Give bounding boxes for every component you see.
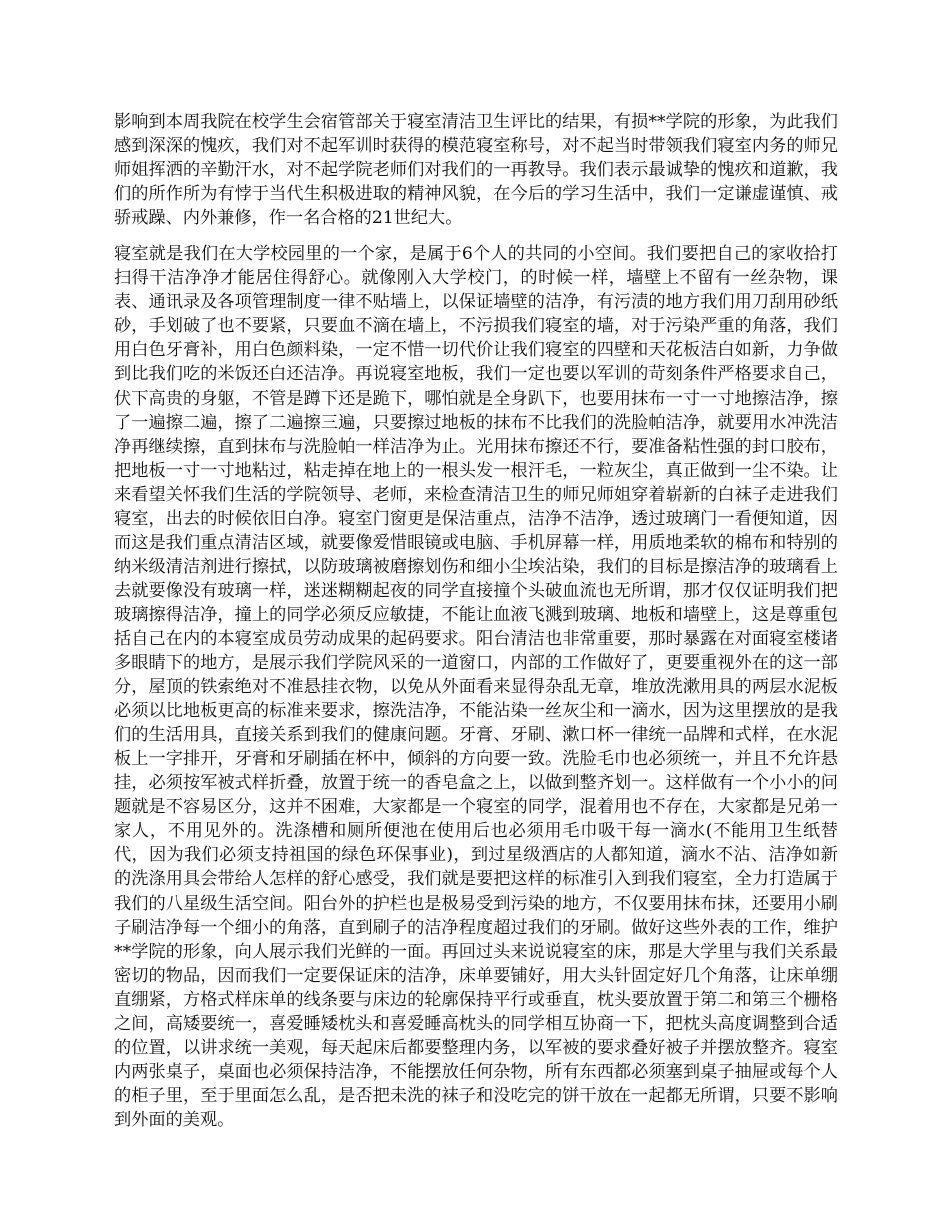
- paragraph: 影响到本周我院在校学生会宿管部关于寝室清洁卫生评比的结果，有损**学院的形象，为此我们感到深深的愧疚，我们对不起军训时获得的模范寝室称号，对不起当时带领我们寝室内务的师兄师姐挥洒的辛勤汗水，对不起学院老师们对我们的一再教导。我们表示最诚挚的愧疚和道歉，我们的所作所为有悖于当代生积极进取的精神风貌，在今后的学习生活中，我们一定谦虚谨慎、戒骄戒躁、内外兼修，作一名合格的21世纪大。: [114, 112, 838, 229]
- document-body: [114, 110, 838, 1132]
- paragraph: 寝室就是我们在大学校园里的一个家，是属于6个人的共同的小空间。我们要把自己的家收拾打扫得干洁净净才能居住得舒心。就像刚入大学校门，的时候一样，墙壁上不留有一丝杂物，课表、通讯录及各项管理制度一律不贴墙上，以保证墙壁的洁净，有污渍的地方我们用刀刮用砂纸砂，手划破了也不要紧，只要血不滴在墙上，不污损我们寝室的墙，对于污染严重的角落，我们用白色牙膏补，用白色颜料染，一定不惜一切代价让我们寝室的四壁和天花板洁白如新，力争做到比我们吃的米饭还白还洁净。再说寝室地板，我们一定也要以军训的苛刻条件严格要求自己，伏下高贵的身躯，不管是蹲下还是跪下，哪怕就是全身趴下，也要用抹布一寸一寸地擦洁净，擦了一遍擦二遍，擦了二遍擦三遍，只要擦过地板的抹布不比我们的洗脸帕洁净，就要用水冲洗洁净再继续擦，直到抹布与洗脸帕一样洁净为止。光用抹布擦还不行，要准备粘性强的封口胶布，把地板一寸一寸地粘过，粘走掉在地上的一根头发一根汗毛，一粒灰尘，真正做到一尘不染。让来看望关怀我们生活的学院领导、老师，来检查清洁卫生的师兄师姐穿着崭新的白袜子走进我们寝室，出去的时候依旧白净。寝室门窗更是保洁重点，洁净不洁净，透过玻璃门一看便知道，因而这是我们重点清洁区域，就要像爱惜眼镜或电脑、手机屏幕一样，用质地柔软的棉布和特别的纳米级清洁剂进行擦拭，以防玻璃被磨擦划伤和细小尘埃沾染，我们的目标是擦洁净的玻璃看上去就要像没有玻璃一样，迷迷糊糊起夜的同学直接撞个头破血流也无所谓，那才仅仅证明我们把玻璃擦得洁净，撞上的同学必须反应敏捷，不能让血液飞溅到玻璃、地板和墙壁上，这是尊重包括自己在内的本寝室成员劳动成果的起码要求。阳台清洁也非常重要，那时暴露在对面寝室楼诸多眼睛下的地方，是展示我们学院风采的一道窗口，内部的工作做好了，更要重视外在的这一部分，屋顶的铁索绝对不准悬挂衣物，以免从外面看来显得杂乱无章，堆放洗漱用具的两层水泥板必须以比地板更高的标准来要求，擦洗洁净，不能沾染一丝灰尘和一滴水，因为这里摆放的是我们的生活用具，直接关系到我们的健康问题。牙膏、牙刷、漱口杯一律统一品牌和式样，在水泥板上一字排开，牙膏和牙刷插在杯中，倾斜的方向要一致。洗脸毛巾也必须统一，并且不允许悬挂，必须按军被式样折叠，放置于统一的香皂盒之上，以做到整齐划一。这样做有一个小小的问题就是不容易区分，这并不困难，大家都是一个寝室的同学，混着用也不存在，大家都是兄弟一家人，不用见外的。洗涤槽和厕所便池在使用后也必须用毛巾吸干每一滴水(不能用卫生纸替代，因为我们必须支持祖国的绿色环保事业)，到过星级酒店的人都知道，滴水不沾、洁净如新的洗涤用具会带给人怎样的舒心感受，我们就是要把这样的标准引入到我们寝室，全力打造属于我们的八星级生活空间。阳台外的护栏也是极易受到污染的地方，不仅要用抹布抹，还要用小刷子刷洁净每一个细小的角落，直到刷子的洁净程度超过我们的牙刷。做好这些外表的工作，维护**学院的形象，向人展示我们光鲜的一面。再回过头来说说寝室的床，那是大学里与我们关系最密切的物品，因而我们一定要保证床的洁净，床单要铺好，用大头针固定好几个角落，让床单绷直绷紧，方格式样床单的线条要与床边的轮廓保持平行或垂直，枕头要放置于第二和第三个栅格之间，高矮要统一，喜爱睡矮枕头和喜爱睡高枕头的同学相互协商一下，把枕头高度调整到合适的位置，以讲求统一美观，每天起床后都要整理内务，以军被的要求叠好被子并摆放整齐。寝室内两张桌子，桌面也必须保持洁净，不能摆放任何杂物，所有东西都必须塞到桌子抽屉或每个人的柜子里，至于里面怎么乱，是否把未洗的袜子和没吃完的饼干放在一起都无所谓，只要不影响到外面的美观。: [114, 244, 838, 1130]
